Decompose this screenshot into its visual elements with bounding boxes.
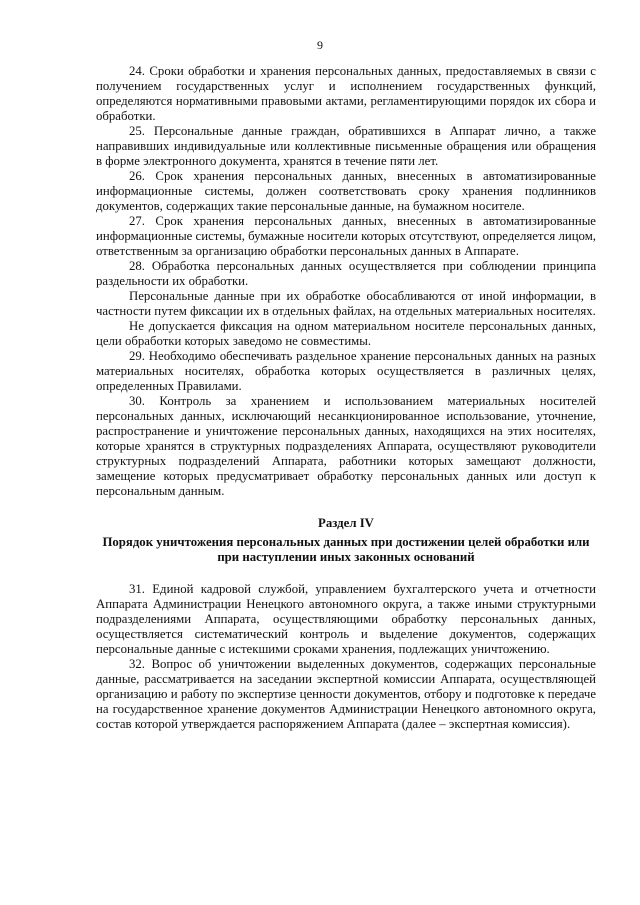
paragraph-31: 31. Единой кадровой службой, управлением бухгалтерского учета и отчетности Аппарата Администрации Ненецкого автономного округа, а также иными структурными подразделениями Аппарата, осуществляющими обработку персональных данных, осуществляется систематический контроль и выделение документов, содержащих персональные данные с истекшими сроками хранения, подлежащих уничтожению.: [96, 582, 596, 656]
document-body: [96, 64, 596, 732]
paragraph-25: 25. Персональные данные граждан, обратившихся в Аппарат лично, а также направивших индивидуальные или коллективные письменные обращения или обращения в форме электронного документа, хранятся в течение пяти лет.: [96, 124, 596, 168]
paragraph-29: 29. Необходимо обеспечивать раздельное хранение персональных данных на разных материальных носителях, обработка которых осуществляется в различных целях, определенных Правилами.: [96, 349, 596, 393]
paragraph-28-incompatible: Не допускается фиксация на одном материальном носителе персональных данных, цели обработки которых заведомо не совместимы.: [96, 319, 596, 348]
paragraph-32: 32. Вопрос об уничтожении выделенных документов, содержащих персональные данные, рассматривается на заседании экспертной комиссии Аппарата, осуществляющей организацию и работу по экспертизе ценности документов, отбору и подготовке к передаче на государственное хранение документов Администрации Ненецкого автономного округа, состав которой утверждается распоряжением Аппарата (далее – экспертная комиссия).: [96, 657, 596, 731]
section-subtitle: Порядок уничтожения персональных данных при достижении целей обработки или при наступлении иных законных оснований: [102, 535, 590, 564]
section-spacer: [96, 565, 596, 582]
paragraph-28-separation: Персональные данные при их обработке обосабливаются от иной информации, в частности путем фиксации их в отдельных файлах, на отдельных материальных носителях.: [96, 289, 596, 318]
paragraph-26: 26. Срок хранения персональных данных, внесенных в автоматизированные информационные системы, должен соответствовать сроку хранения подлинников документов, содержащих такие персональные данные, на бумажном носителе.: [96, 169, 596, 213]
section-title: Раздел IV: [318, 516, 374, 530]
paragraph-27: 27. Срок хранения персональных данных, внесенных в автоматизированные информационные системы, бумажные носители которых отсутствуют, определяется лицом, ответственным за организацию обработки персональных данных в Аппарате.: [96, 214, 596, 258]
paragraph-24: 24. Сроки обработки и хранения персональных данных, предоставляемых в связи с получением государственных услуг и исполнением государственных функций, определяются нормативными правовыми актами, регламентирующими порядок их сбора и обработки.: [96, 64, 596, 123]
paragraph-28: 28. Обработка персональных данных осуществляется при соблюдении принципа раздельности их обработки.: [96, 259, 596, 288]
paragraph-30: 30. Контроль за хранением и использованием материальных носителей персональных данных, исключающий несанкционированное использование, уточнение, распространение и уничтожение персональных данных, находящихся на этих носителях, которые хранятся в структурных подразделениях Аппарата, осуществляют руководители структурных подразделений Аппарата, работники которых замещают должности, замещение которых предусматривает обработку персональных данных или доступ к персональным данным.: [96, 394, 596, 498]
page-number: 9: [317, 38, 323, 52]
section-heading: [96, 516, 596, 565]
